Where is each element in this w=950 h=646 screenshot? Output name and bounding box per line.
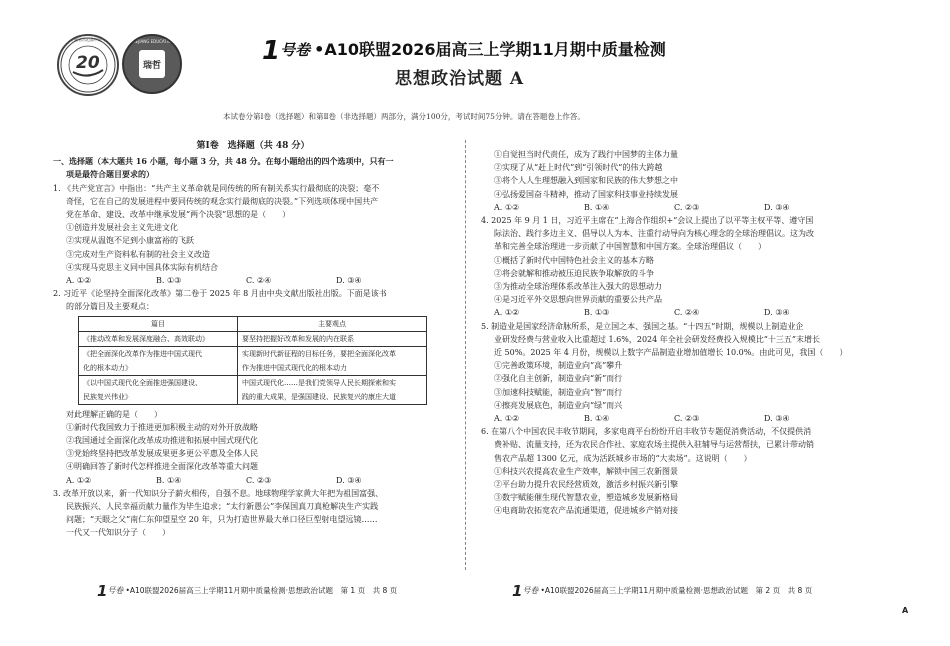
- option-line: ①概括了新时代中国特色社会主义的基本方略: [494, 255, 654, 265]
- question-line: 2. 习近平《论坚持全面深化改革》第二卷于 2025 年 8 月由中央文献出版社出版。下面是该书: [53, 289, 387, 299]
- answer-choice: A. ①②: [494, 414, 520, 424]
- question-line: 对此理解正确的是（ ）: [66, 409, 162, 419]
- table-cell: 实现新时代新征程的目标任务，要把全面深化改革: [238, 346, 427, 361]
- question-line: 费补贴、流量支持，还为农民合作社、家庭农场主提供入驻辅导与运营帮扶，已累计带动销: [494, 440, 814, 450]
- question-line: 业研发经费与营业收入比重超过 1.6%，2024 年全社会研发经费投入规模比“十三五”末增长: [494, 334, 820, 344]
- question-line: 5. 制造业是国家经济命脉所系，是立国之本、强国之基。“十四五”时期，规模以上制造业企: [481, 321, 804, 331]
- option-line: ①新时代我国致力于推进更加积极主动的对外开放战略: [66, 422, 258, 432]
- answer-choice: D. ③④: [764, 202, 790, 212]
- education-logo-ring-text: ZHEJIANG EDUCATION: [129, 39, 175, 44]
- question-line: 6. 在第八个中国农民丰收节期间，多家电商平台纷纷开启丰收节专题促消费活动，不仅提供消: [481, 427, 812, 437]
- answer-choices: [481, 412, 881, 425]
- option-line: ②将会就解和推动被压迫民族争取解放的斗争: [494, 268, 654, 278]
- version-mark: A: [902, 606, 909, 615]
- footer-text: •A10联盟2026届高三上学期11月期中质量检测·思想政治试题 第 2 页 共 8 页: [540, 586, 813, 595]
- question-line: 民族振兴、人民幸福贡献力量作为毕生追求；“太行新愚公”李保国真刀真枪解决生产实践: [66, 502, 379, 512]
- question-line: 的部分篇目及主要观点：: [66, 302, 154, 312]
- left-column: [53, 140, 453, 540]
- answer-choice: C. ②③: [246, 475, 272, 485]
- option-line: ④擦亮发展底色，制造业向“绿”而兴: [494, 400, 623, 410]
- table-row: [79, 375, 427, 390]
- question-line: 近 50%。2025 年 4 月份，规模以上数字产品制造业增加值增长 10.0%。由此可见，我国（ ）: [494, 348, 848, 358]
- question-line: 际法治、践行多边主义、倡导以人为本、注重行动导向为核心理念的全球治理倡议。这为改: [494, 229, 814, 239]
- subject-title: 思想政治试题 A: [395, 69, 525, 89]
- footer-brand-script: 号卷: [107, 586, 124, 595]
- option-line: ④是习近平外交思想向世界贡献的重要公共产品: [494, 295, 662, 305]
- table-cell: 中国式现代化……是我们党领导人民长期探索和实: [238, 375, 427, 390]
- instruction-line: 项是最符合题目要求的）: [66, 169, 154, 180]
- question-line: 1. 《共产党宣言》中指出：“共产主义革命就是同传统的所有制关系实行最彻底的决裂；毫不: [53, 183, 380, 193]
- answer-choice: A. ①②: [494, 308, 520, 318]
- table-cell: 要坚持把握好改革和发展的内在联系: [238, 331, 427, 346]
- question-line: 问题；“天眼之父”南仁东仰望星空 20 年，只为打造世界最大单口径巨型射电望远镜……: [66, 515, 378, 525]
- option-line: ①完善政策环境，制造业向“高”攀升: [494, 361, 623, 371]
- question-line: 一代又一代知识分子（ ）: [66, 528, 170, 538]
- answer-choice: B. ①③: [156, 276, 182, 286]
- answer-choices: [53, 474, 453, 487]
- option-line: ③完成对生产资料私有制的社会主义改造: [66, 249, 210, 259]
- option-line: ②平台助力提升农民经营质效，激活乡村振兴新引擎: [494, 480, 678, 490]
- table-header: 篇目: [79, 316, 238, 331]
- answer-choice: D. ③④: [764, 308, 790, 318]
- option-line: ②我国通过全面深化改革成功推进和拓展中国式现代化: [66, 436, 258, 446]
- answer-choices: [53, 274, 453, 287]
- footer-right: [512, 582, 812, 600]
- question-line: 革和完善全球治理进一步贡献了中国智慧和中国方案。全球治理倡议（ ）: [494, 242, 766, 252]
- option-line: ②实现了从“赶上时代”到“引领时代”的伟大跨越: [494, 163, 663, 173]
- table-cell: 践的重大成果，是强国建设、民族复兴的康庄大道: [238, 390, 427, 405]
- alliance-logo-number: 20: [76, 53, 100, 73]
- table-row: [79, 390, 427, 405]
- footer-brand-mark: 1: [512, 582, 523, 600]
- answer-choice: A. ①②: [66, 276, 92, 286]
- option-line: ③将个人人生理想融入到国家和民族的伟大梦想之中: [494, 176, 678, 186]
- question-line: 党在革命、建设、改革中继承发展“两个决裂”思想的是（ ）: [66, 210, 291, 220]
- option-line: ③为推动全球治理体系改革注入强大的思想动力: [494, 282, 662, 292]
- table-cell: 作为推进中国式现代化的根本动力: [238, 361, 427, 376]
- answer-choice: C. ②③: [674, 202, 700, 212]
- question-line: 售农产品超 1300 亿元，成为活跃城乡市场的“大卖场”。这说明（ ）: [494, 453, 752, 463]
- option-line: ①自觉担当时代责任，成为了践行中国梦的主体力量: [494, 150, 678, 159]
- answer-choice: B. ①④: [584, 202, 610, 212]
- footer-left: [97, 582, 397, 600]
- option-line: ④电商助农拓宽农产品流通渠道，促进城乡产销对接: [494, 506, 678, 516]
- exam-title: •A10联盟2026届高三上学期11月期中质量检测: [314, 40, 666, 59]
- option-line: ①科技兴农提高农业生产效率，解锁中国三农新图景: [494, 466, 678, 476]
- question-line: 3. 改革开放以来，新一代知识分子薪火相传，自强不息。地球物理学家黄大年把为祖国富强、: [53, 488, 384, 498]
- column-divider: [465, 140, 466, 570]
- instruction-line: 一、选择题（本大题共 16 小题，每小题 3 分，共 48 分。在每小题给出的四个选项中，只有一: [53, 156, 394, 167]
- answer-choice: A. ①②: [494, 202, 520, 212]
- answer-choice: D. ③④: [336, 276, 362, 286]
- option-line: ③加速科技赋能，制造业向“智”而行: [494, 387, 623, 397]
- exam-header: [262, 36, 666, 66]
- table-cell: 民族复兴伟业》: [79, 390, 238, 405]
- table-cell: 《以中国式现代化全面推进强国建设、: [79, 375, 238, 390]
- option-line: ②强化自主创新，制造业向“新”而行: [494, 374, 623, 384]
- option-line: ④明确回答了新时代怎样推进全面深化改革等重大问题: [66, 462, 258, 472]
- alliance-logo-ring-text: 安徽省示范高中联考: [70, 37, 106, 42]
- section-title: 第Ⅰ卷 选择题（共 48 分）: [196, 141, 310, 151]
- table-row: [79, 361, 427, 376]
- table-header: 主要观点: [238, 316, 427, 331]
- option-line: ②实现从温饱不足到小康富裕的飞跃: [66, 236, 194, 246]
- option-line: ④弘扬爱国奋斗精神，推动了国家科技事业持续发展: [494, 189, 678, 199]
- question-line: 奇怪，它在自己的发展进程中要同传统的观念实行最彻底的决裂。”下列选项体现中国共产: [66, 196, 379, 206]
- answer-choice: B. ①④: [156, 475, 182, 485]
- answer-choices: [481, 306, 881, 319]
- answer-choices: [481, 201, 881, 214]
- alliance-logo: [57, 34, 119, 96]
- viewpoints-table: [78, 316, 427, 405]
- brand-mark: 1: [262, 36, 281, 66]
- option-line: ③党始终坚持把改革发展成果更多更公平惠及全体人民: [66, 449, 258, 459]
- option-line: ③数字赋能催生现代智慧农业，塑造城乡发展新格局: [494, 493, 678, 503]
- question-line: 4. 2025 年 9 月 1 日，习近平主席在“上海合作组织+”会议上提出了以平等主权平等、遵守国: [481, 216, 814, 226]
- footer-brand-script: 号卷: [522, 586, 539, 595]
- exam-note: 本试卷分第Ⅰ卷（选择题）和第Ⅱ卷（非选择题）两部分，满分100分，考试时间75分钟。请在答题卷上作答。: [223, 112, 585, 121]
- education-logo: [122, 34, 182, 94]
- table-cell: 《推动改革和发展深度融合、高效联动》: [79, 331, 238, 346]
- answer-choice: A. ①②: [66, 475, 92, 485]
- answer-choice: C. ②④: [246, 276, 272, 286]
- answer-choice: D. ③④: [336, 475, 362, 485]
- brand-script: 号卷: [280, 41, 311, 59]
- right-column: [481, 148, 881, 518]
- education-logo-text: 瑞哲: [142, 61, 161, 71]
- footer-text: •A10联盟2026届高三上学期11月期中质量检测·思想政治试题 第 1 页 共 8 页: [125, 586, 398, 595]
- option-line: ①创造并发展社会主义先进文化: [66, 223, 178, 233]
- answer-choice: D. ③④: [764, 414, 790, 424]
- table-cell: 《把全面深化改革作为推进中国式现代: [79, 346, 238, 361]
- table-row: [79, 346, 427, 361]
- option-line: ④实现马克思主义同中国具体实际有机结合: [66, 262, 218, 272]
- answer-choice: B. ①③: [584, 308, 610, 318]
- answer-choice: C. ②③: [674, 414, 700, 424]
- answer-choice: C. ②④: [674, 308, 700, 318]
- answer-choice: B. ①④: [584, 414, 610, 424]
- table-cell: 化的根本动力》: [79, 361, 238, 376]
- table-row: [79, 331, 427, 346]
- footer-brand-mark: 1: [97, 582, 108, 600]
